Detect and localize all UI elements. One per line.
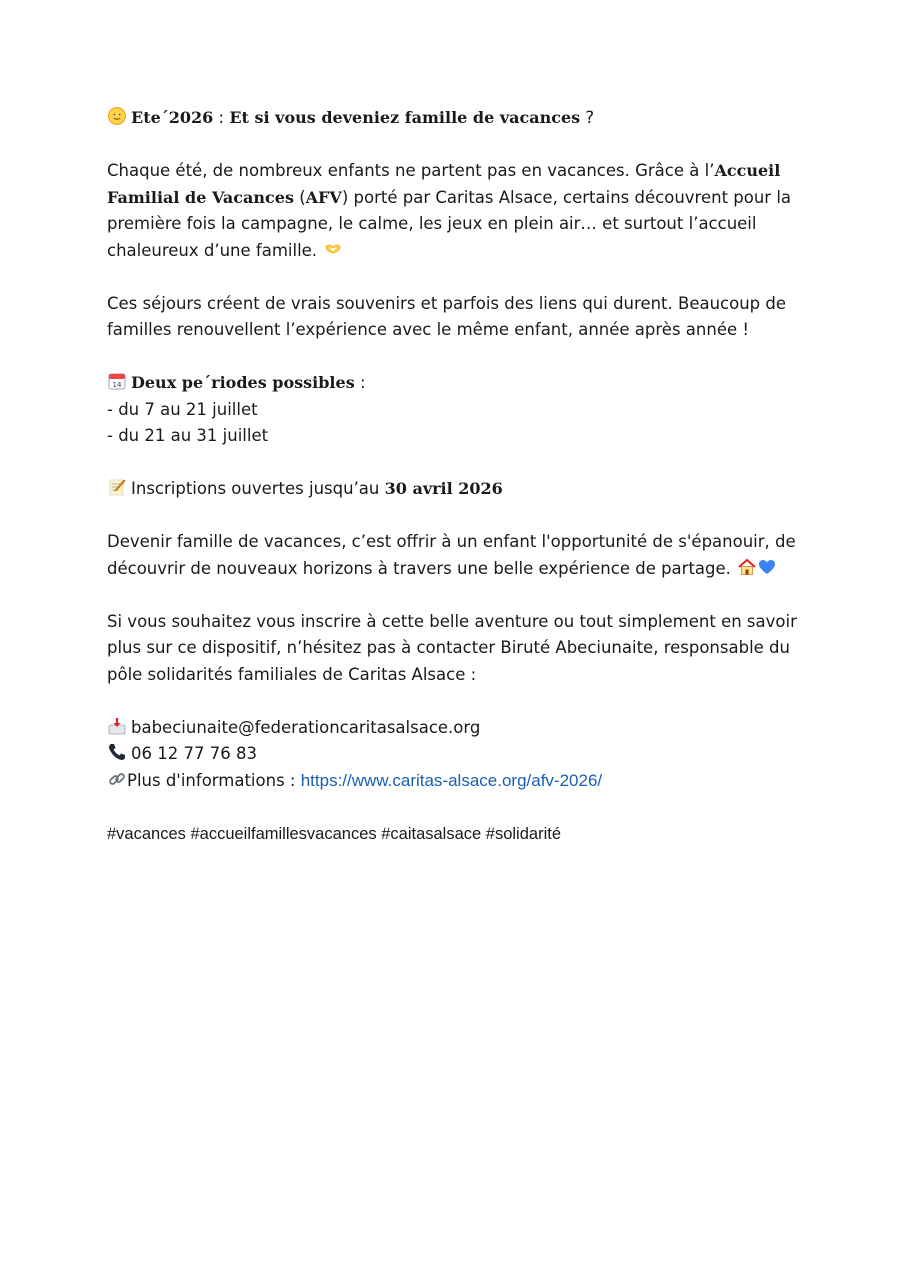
paragraph-memories: Ces séjours créent de vrais souvenirs et parfois des liens qui durent. Beaucoup de familles renouvellent l’expérience avec le même enfant, année après année ! <box>107 293 787 339</box>
inbox-tray-icon <box>107 716 127 736</box>
program-name: Accueil Familial de Vacances <box>107 161 781 207</box>
info-label: Plus d'informations : <box>127 770 301 790</box>
paragraph-text: Devenir famille de vacances, c’est offrir à un enfant l'opportunité de s'épanouir, de découvrir de nouveaux horizons à travers une belle expérience de partage. <box>107 532 796 578</box>
link-icon <box>107 769 127 789</box>
periods-title: Deux pe´riodes possibles <box>131 373 355 392</box>
contact-email[interactable]: babeciunaite@federationcaritasalsace.org <box>131 717 481 737</box>
sun-face-icon <box>107 106 127 126</box>
calendar-icon <box>107 371 127 391</box>
season-label: Ete´2026 <box>131 108 214 127</box>
inscriptions-line <box>107 476 807 503</box>
intro-separator: : <box>213 108 230 127</box>
memo-icon <box>107 477 127 497</box>
paragraph-contact: Si vous souhaitez vous inscrire à cette belle aventure ou tout simplement en savoir plus sur ce dispositif, n’hésitez pas à contacter Biruté Abeciunaite, responsable du pôle solidarités familiales de Caritas Alsace : <box>107 611 797 684</box>
deadline-date: 30 avril 2026 <box>384 479 503 498</box>
paragraph-text: ( <box>293 187 306 207</box>
post-content <box>107 105 807 847</box>
hashtags: #vacances #accueilfamillesvacances #caitasalsace #solidarité <box>107 824 561 843</box>
blue-heart-icon <box>757 557 777 577</box>
period-item: - du 21 au 31 juillet <box>107 426 269 445</box>
paragraph-text: ) porté par Caritas Alsace, certains découvrent pour la première fois la campagne, le calme, les jeux en plein air… et surtout l’accueil chaleureux d’une famille. <box>107 187 792 260</box>
contact-phone[interactable]: 06 12 77 76 83 <box>131 744 257 763</box>
paragraph-sharing <box>107 529 807 582</box>
inscriptions-text: Inscriptions ouvertes jusqu’au <box>131 479 385 498</box>
periods-separator: : <box>354 373 366 392</box>
intro-line <box>107 105 807 132</box>
house-icon <box>737 557 757 577</box>
email-line <box>107 715 807 742</box>
headline-end: ? <box>580 108 595 127</box>
paragraph-text: Chaque été, de nombreux enfants ne partent pas en vacances. Grâce à l’ <box>107 161 715 180</box>
contact-block <box>107 715 807 795</box>
info-link[interactable]: https://www.caritas-alsace.org/afv-2026/ <box>300 770 603 790</box>
program-acronym: AFV <box>305 187 342 207</box>
info-line <box>107 768 807 795</box>
svg-text:14: 14 <box>112 381 122 389</box>
periods-heading <box>107 370 807 397</box>
period-item: - du 7 au 21 juillet <box>107 399 258 419</box>
headline: Et si vous deveniez famille de vacances <box>229 108 581 127</box>
periods-block <box>107 370 807 450</box>
paragraph-intro <box>107 158 807 264</box>
heart-hands-icon <box>323 239 343 259</box>
telephone-icon <box>107 742 127 762</box>
phone-line <box>107 741 807 768</box>
